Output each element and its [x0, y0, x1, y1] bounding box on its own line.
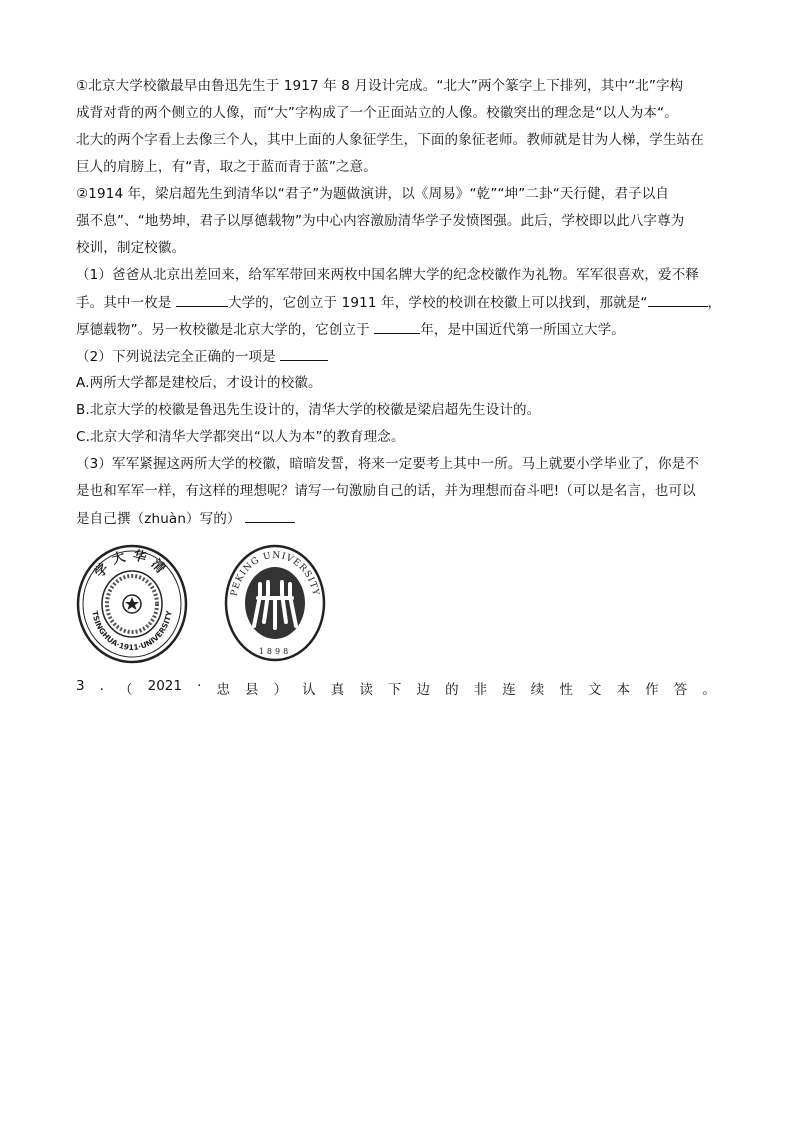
header-char: 读	[359, 682, 373, 698]
answer-blank[interactable]	[648, 292, 708, 307]
header-char: 续	[530, 682, 545, 698]
passage-line: 校训，制定校徽。	[76, 240, 186, 256]
passage-line: 成背对背的两个侧立的人像，而“大”字构成了一个正面站立的人像。校徽突出的理念是“以人为本“。	[76, 105, 678, 121]
next-question-header	[76, 678, 716, 698]
seal-top-text: 学大华清	[92, 548, 172, 581]
seal-year-text: 1898	[258, 647, 292, 656]
header-char: 性	[559, 682, 573, 698]
peking-seal-image	[224, 544, 326, 662]
header-char: 2021	[147, 678, 182, 694]
answer-blank[interactable]	[280, 346, 328, 361]
passage-line: ②1914 年，梁启超先生到清华以“君子”为题做演讲，以《周易》“乾”“坤”二卦“天行健，君子以自	[76, 186, 670, 202]
q1-text: 大学的，它创立于 1911 年，学校的校训在校徽上可以找到，那就是“	[228, 295, 648, 311]
header-char: 边	[416, 682, 430, 698]
q1-text: 厚德载物”。另一枚校徽是北京大学的，它创立于	[76, 322, 375, 338]
header-char: 本	[616, 682, 631, 698]
option-c: C.北京大学和清华大学都突出“以人为本”的教育理念。	[76, 429, 405, 445]
q1-line	[76, 319, 625, 340]
option-a: A.两所大学都是建校后，才设计的校徽。	[76, 375, 322, 391]
option-b: B.北京大学的校徽是鲁迅先生设计的，清华大学的校徽是梁启超先生设计的。	[76, 402, 541, 418]
header-char: 认	[302, 682, 316, 698]
header-char: （	[119, 682, 133, 698]
header-char: 县	[245, 682, 259, 698]
header-char: 文	[587, 682, 602, 698]
q2-stem	[76, 346, 328, 367]
q3-line	[76, 508, 295, 529]
passage-line: 北大的两个字看上去像三个人，其中上面的人象征学生，下面的象征老师。教师就是甘为人梯，学生站在	[76, 132, 704, 148]
q2-text: （2）下列说法完全正确的一项是	[76, 349, 281, 365]
header-char: 3	[76, 678, 85, 694]
header-char: 作	[645, 682, 659, 698]
answer-blank[interactable]	[176, 292, 228, 307]
passage-line: 强不息”、“地势坤，君子以厚德载物”为中心内容激励清华学子发愤图强。此后，学校即以此八字尊为	[76, 213, 685, 229]
answer-blank[interactable]	[374, 319, 420, 334]
q3-line: （3）军军紧握这两所大学的校徽，暗暗发誓，将来一定要考上其中一所。马上就要小学毕业了，你是不	[76, 456, 699, 472]
passage-line: ①北京大学校徽最早由鲁迅先生于 1917 年 8 月设计完成。“北大”两个篆字上下排列，其中“北”字构	[76, 78, 684, 94]
seal-top-text: PEKING UNIVERSITY	[229, 550, 321, 598]
q3-line: 是也和军军一样，有这样的理想呢？请写一句激励自己的话，并为理想而奋斗吧!（可以是名言，也可以	[76, 483, 696, 499]
q3-text: 是自己撰（zhuàn）写的）	[76, 511, 246, 527]
q1-line: （1）爸爸从北京出差回来，给军军带回来两枚中国名牌大学的纪念校徽作为礼物。军军很喜欢，爱不释	[76, 267, 699, 283]
answer-blank[interactable]	[245, 508, 295, 523]
q1-text: 年，是中国近代第一所国立大学。	[420, 322, 625, 338]
header-char: 非	[473, 682, 488, 698]
header-char: 。	[702, 682, 716, 698]
header-char: ·	[197, 678, 202, 694]
header-char: 答	[673, 682, 688, 698]
header-char: 连	[502, 682, 516, 698]
header-char: 下	[387, 682, 402, 698]
passage-line: 巨人的肩膀上，有“青，取之于蓝而青于蓝”之意。	[76, 159, 377, 175]
tsinghua-seal-image	[76, 544, 188, 664]
header-char: 的	[445, 682, 459, 698]
header-char: ）	[273, 682, 288, 698]
header-char: 忠	[216, 682, 230, 698]
q1-line	[76, 292, 721, 313]
header-char: .	[99, 678, 104, 694]
header-char: 真	[330, 682, 345, 698]
q1-text: 手。其中一枚是	[76, 295, 176, 311]
seal-bottom-text: TSINGHUA·1911·UNIVERSITY	[90, 610, 174, 653]
q1-text: ，	[707, 295, 722, 311]
